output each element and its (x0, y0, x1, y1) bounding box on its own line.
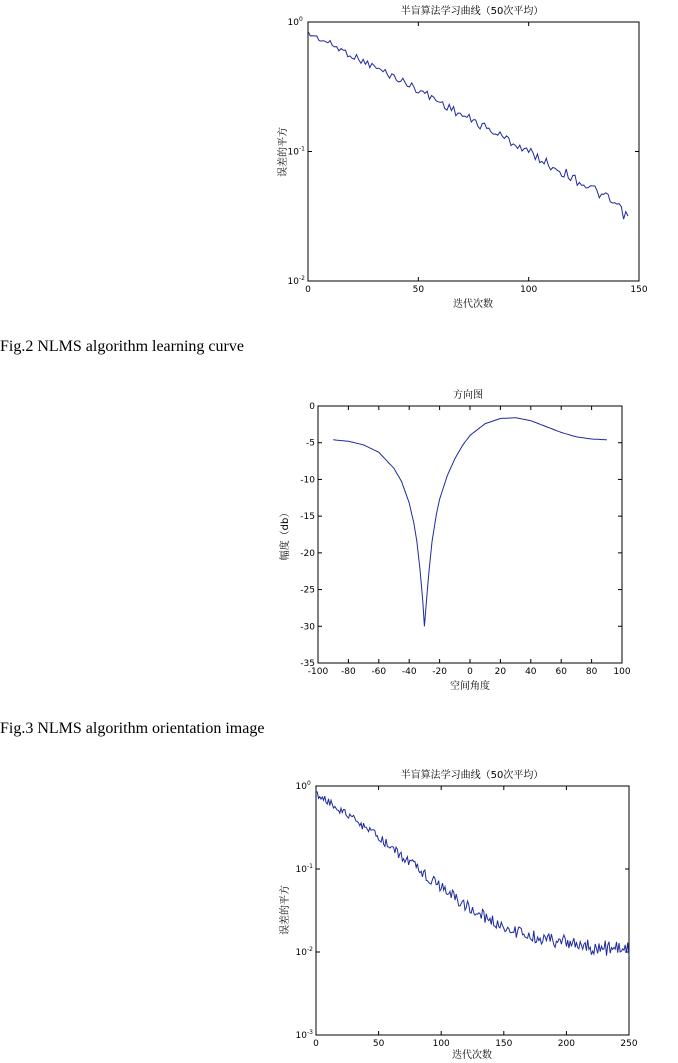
x-tick-label: -100 (307, 667, 329, 677)
y-tick-label: -15 (300, 512, 315, 523)
x-tick-label: 0 (313, 1039, 319, 1049)
y-tick-label: 10 (295, 948, 307, 958)
x-tick-label: 100 (613, 667, 631, 677)
y-tick-exponent: 0 (307, 780, 311, 787)
x-tick-label: 150 (495, 1039, 513, 1049)
figure-3-caption: Fig.3 NLMS algorithm orientation image (0, 720, 265, 737)
y-tick-exponent: 0 (299, 16, 303, 23)
x-tick-label: 80 (585, 667, 598, 677)
series-line (316, 791, 629, 956)
y-tick-exponent: -2 (307, 946, 313, 953)
y-tick-label: -35 (300, 659, 315, 669)
y-tick-label: -30 (300, 622, 315, 633)
y-axis-label: 误差的平方 (278, 127, 289, 177)
x-axis-label: 空间角度 (450, 681, 490, 692)
series-line (308, 31, 628, 219)
x-tick-label: 200 (557, 1039, 575, 1049)
x-tick-label: 20 (494, 667, 507, 677)
y-tick-label: 10 (287, 18, 299, 28)
plot-frame (308, 22, 639, 281)
figure-1-learning-curve (276, 0, 656, 315)
y-tick-exponent: -1 (307, 863, 313, 870)
figure-2-orientation (278, 384, 638, 696)
x-tick-label: -60 (371, 667, 387, 677)
y-tick-label: 10 (295, 865, 307, 875)
series-line (333, 418, 607, 627)
x-tick-label: 40 (525, 667, 537, 677)
y-tick-label: 10 (287, 147, 299, 158)
x-tick-label: 100 (520, 285, 538, 295)
y-tick-label: 0 (309, 402, 315, 412)
x-tick-label: 150 (630, 285, 648, 295)
x-tick-label: 50 (412, 285, 425, 295)
y-tick-label: -25 (300, 585, 315, 596)
x-tick-label: 250 (620, 1039, 638, 1049)
x-tick-label: 100 (432, 1039, 450, 1049)
y-tick-label: -20 (300, 548, 315, 559)
chart-title: 半盲算法学习曲线（50次平均） (400, 6, 544, 17)
y-tick-label: 10 (295, 1031, 307, 1041)
y-tick-label: 10 (287, 277, 299, 287)
x-tick-label: -20 (432, 667, 447, 677)
x-tick-label: -80 (341, 667, 356, 677)
chart-title: 半盲算法学习曲线（50次平均） (400, 770, 544, 781)
figure-2-caption: Fig.2 NLMS algorithm learning curve (0, 338, 244, 355)
y-axis-label: 误差的平方 (280, 885, 291, 935)
chart-title: 方向图 (453, 390, 483, 401)
x-axis-label: 迭代次数 (452, 1050, 492, 1061)
x-tick-label: 50 (372, 1039, 385, 1049)
y-tick-exponent: -2 (299, 275, 305, 282)
x-tick-label: 0 (305, 285, 311, 295)
y-tick-label: -10 (300, 475, 315, 486)
x-axis-label: 迭代次数 (453, 299, 493, 310)
y-tick-exponent: -3 (307, 1029, 313, 1036)
plot-frame (316, 786, 629, 1035)
y-tick-label: 10 (295, 782, 307, 792)
figure-3-learning-curve (276, 764, 656, 1063)
x-tick-label: 60 (555, 667, 567, 677)
y-tick-exponent: -1 (299, 145, 305, 153)
y-tick-label: -5 (306, 438, 315, 449)
x-tick-label: 0 (467, 667, 473, 677)
x-tick-label: -40 (401, 667, 417, 677)
y-axis-label: 幅度（db） (280, 507, 291, 561)
